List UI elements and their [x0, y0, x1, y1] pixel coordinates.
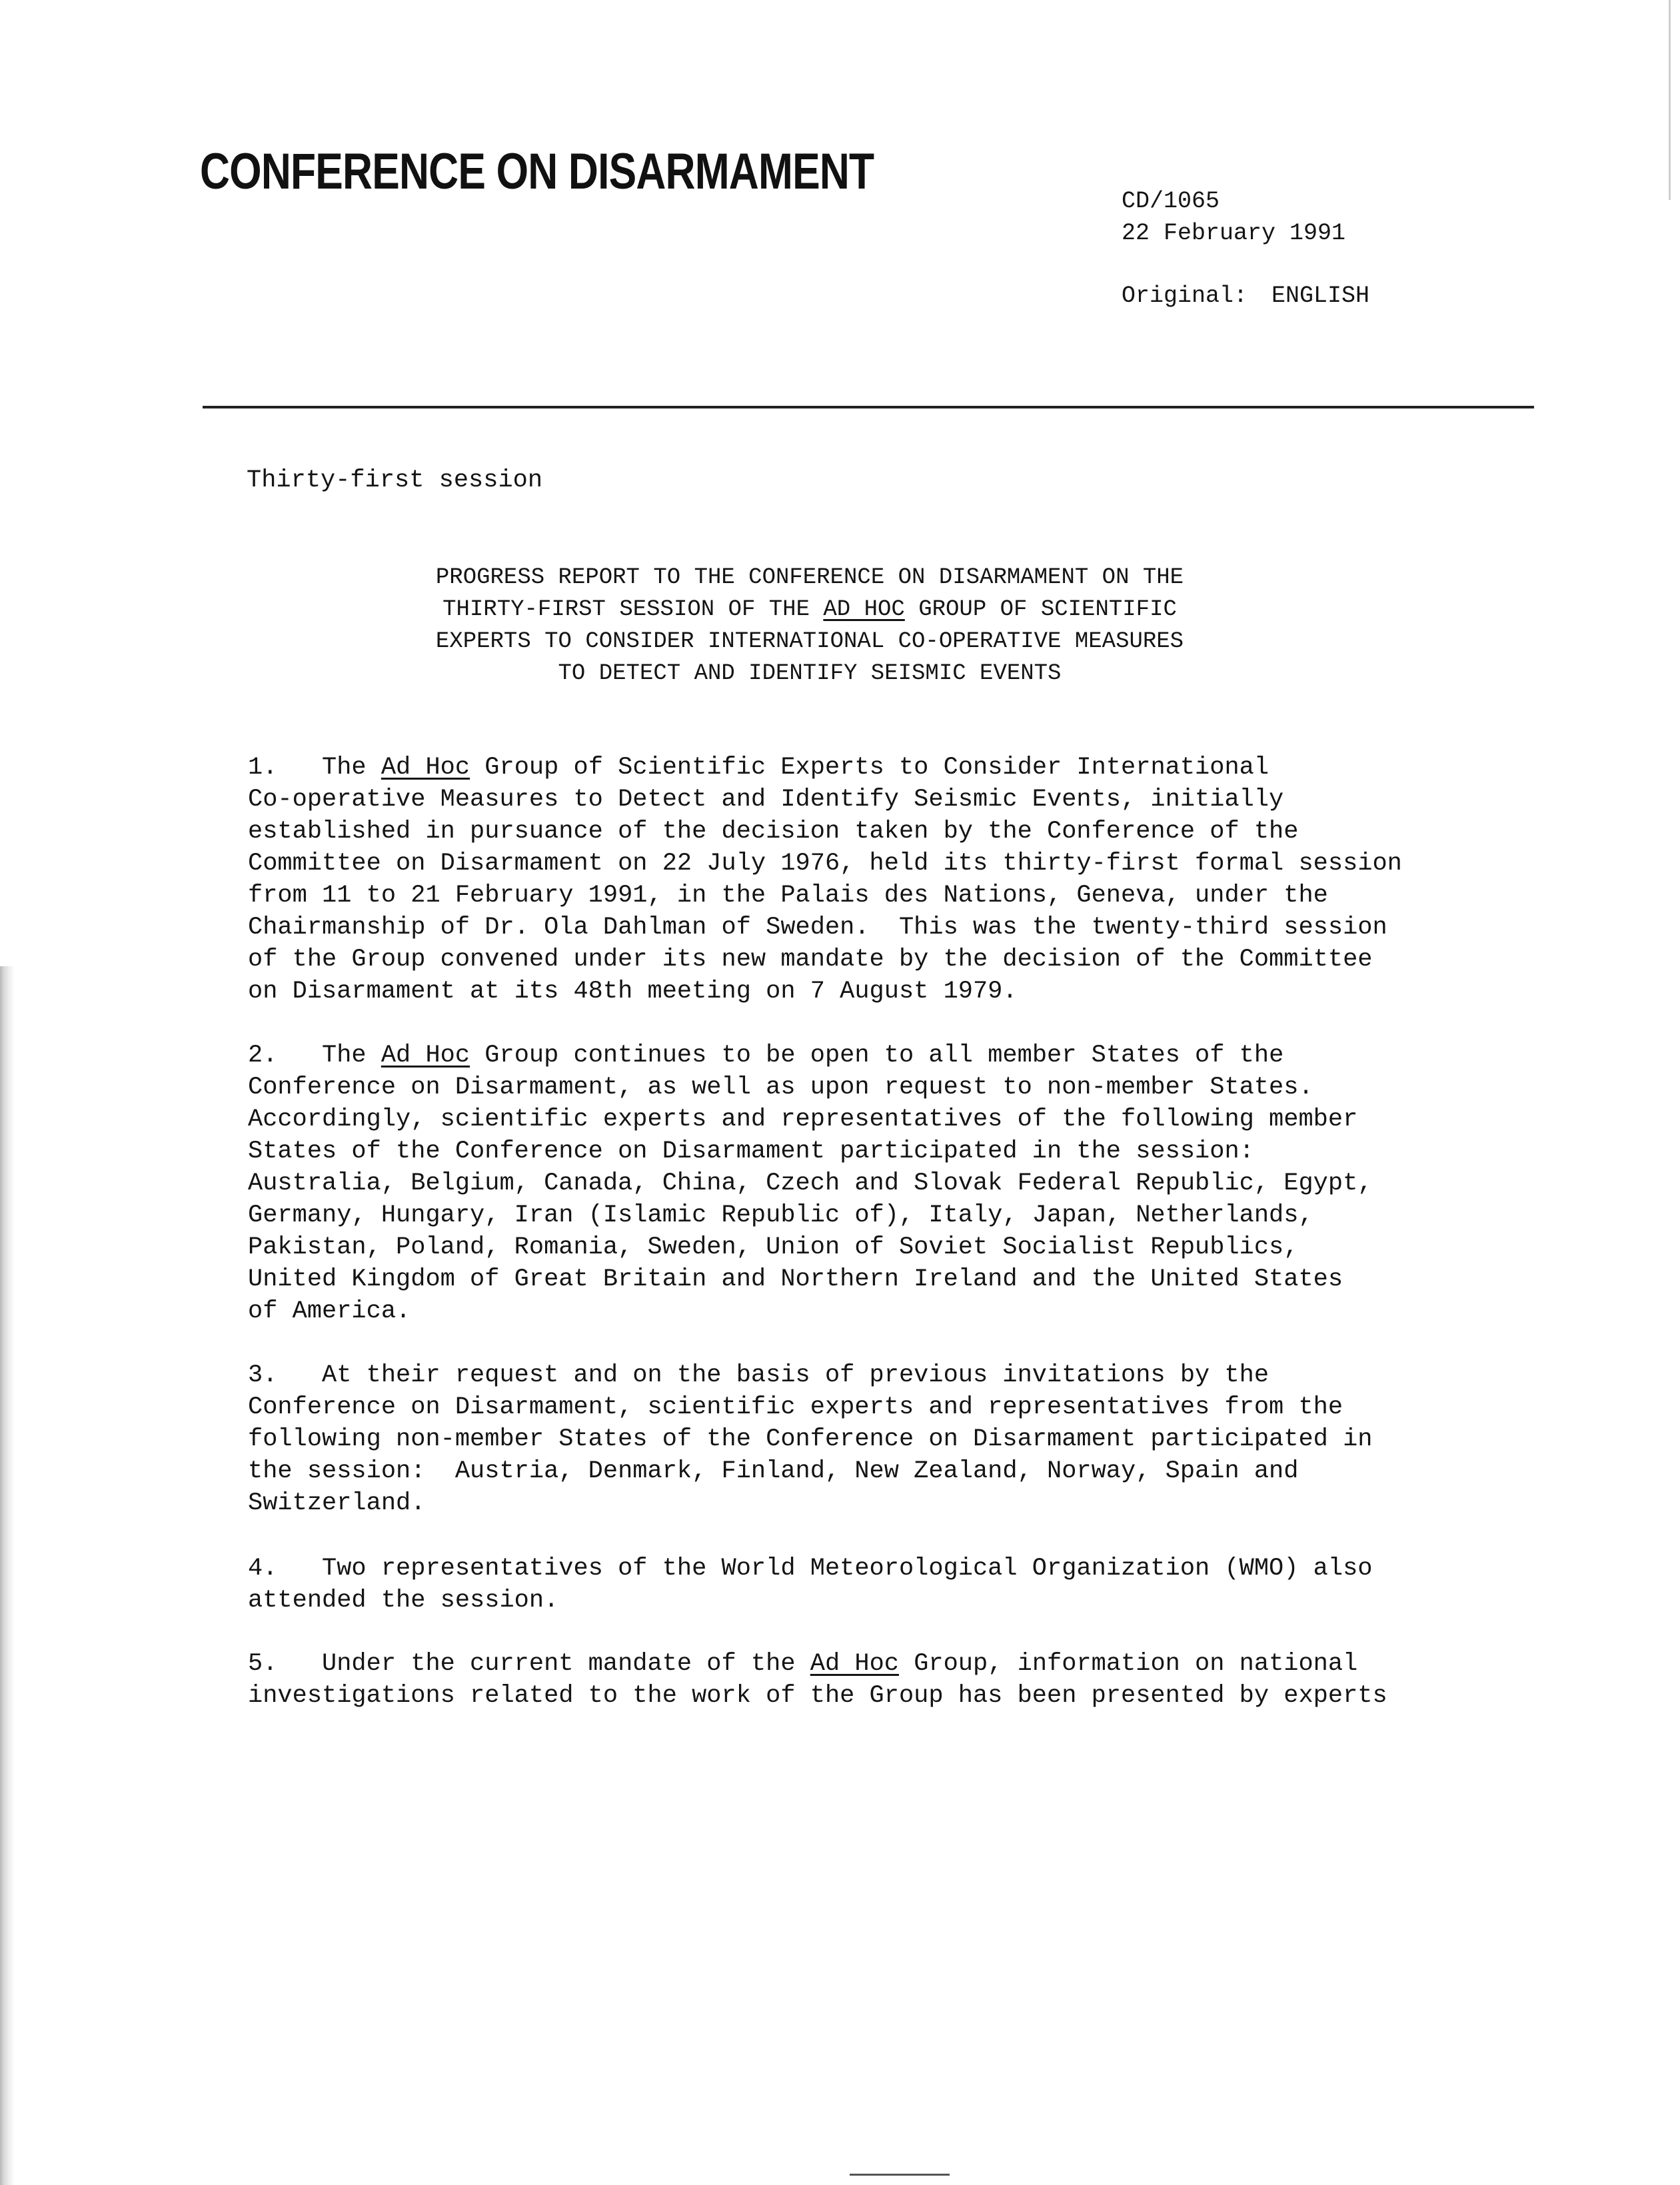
original-language: [1122, 280, 1369, 312]
paragraph-1-line-6: Chairmanship of Dr. Ola Dahlman of Sweden. This was the twenty-third session: [248, 914, 1387, 942]
paragraph-3-line-2: Conference on Disarmament, scientific experts and representatives from the: [248, 1393, 1343, 1421]
paragraph-2-line-5: Australia, Belgium, Canada, China, Czech and Slovak Federal Republic, Egypt,: [248, 1169, 1373, 1197]
paragraph-2-line-2: Conference on Disarmament, as well as upon request to non-member States.: [248, 1074, 1313, 1101]
original-language-value: ENGLISH: [1271, 283, 1370, 309]
document-date: 22 February 1991: [1122, 220, 1346, 247]
paragraph-4: [248, 1553, 1501, 1617]
paragraph-2: [248, 1040, 1501, 1327]
original-label: Original:: [1122, 283, 1248, 309]
footer-mark: [850, 2174, 950, 2176]
paragraph-2-line-6: Germany, Hungary, Iran (Islamic Republic of), Italy, Japan, Netherlands,: [248, 1201, 1313, 1229]
document-title: CONFERENCE ON DISARMAMENT: [200, 143, 874, 200]
paragraph-1-line-8: on Disarmament at its 48th meeting on 7 August 1979.: [248, 978, 1018, 1006]
paragraph-1-line-2: Co-operative Measures to Detect and Identify Seismic Events, initially: [248, 786, 1284, 814]
paragraph-1-line-3: established in pursuance of the decision taken by the Conference of the: [248, 818, 1299, 846]
heading-line-3: EXPERTS TO CONSIDER INTERNATIONAL CO-OPERATIVE MEASURES: [435, 629, 1184, 654]
paragraph-5: [248, 1648, 1501, 1712]
paragraph-1-line-7: of the Group convened under its new mandate by the decision of the Committee: [248, 946, 1373, 974]
paragraph-1-line-1: 1. The Ad Hoc Group of Scientific Experts to Consider International: [248, 754, 1269, 782]
paragraph-2-line-7: Pakistan, Poland, Romania, Sweden, Union of Soviet Socialist Republics,: [248, 1233, 1299, 1261]
paragraph-1-line-4: Committee on Disarmament on 22 July 1976, held its thirty-first formal session: [248, 850, 1402, 878]
paragraph-3-line-3: following non-member States of the Conference on Disarmament participated in: [248, 1425, 1373, 1453]
heading-line-4: TO DETECT AND IDENTIFY SEISMIC EVENTS: [558, 661, 1062, 686]
paragraph-1: [248, 752, 1501, 1008]
paragraph-2-line-9: of America.: [248, 1297, 411, 1325]
paragraph-3-line-5: Switzerland.: [248, 1489, 426, 1517]
paragraph-2-line-4: States of the Conference on Disarmament participated in the session:: [248, 1137, 1254, 1165]
session-label: Thirty-first session: [247, 466, 543, 494]
ad-hoc-underlined: AD HOC: [823, 597, 905, 622]
paragraph-4-line-2: attended the session.: [248, 1587, 559, 1615]
header-divider: [203, 406, 1534, 408]
ad-hoc-underlined: Ad Hoc: [810, 1650, 899, 1678]
paragraph-5-line-1: 5. Under the current mandate of the Ad Hoc Group, information on national: [248, 1650, 1358, 1678]
ad-hoc-underlined: Ad Hoc: [381, 754, 470, 782]
scan-edge-right: [1669, 0, 1671, 200]
paragraph-2-line-8: United Kingdom of Great Britain and Northern Ireland and the United States: [248, 1265, 1343, 1293]
paragraph-3-line-4: the session: Austria, Denmark, Finland, New Zealand, Norway, Spain and: [248, 1457, 1299, 1485]
document-symbol: CD/1065: [1122, 188, 1220, 215]
paragraph-1-line-5: from 11 to 21 February 1991, in the Palais des Nations, Geneva, under the: [248, 882, 1328, 910]
paragraph-5-line-2: investigations related to the work of the Group has been presented by experts: [248, 1682, 1387, 1710]
scan-edge-left: [0, 966, 15, 2185]
paragraph-3: [248, 1359, 1501, 1519]
paragraph-3-line-1: 3. At their request and on the basis of previous invitations by the: [248, 1361, 1269, 1389]
paragraph-2-line-3: Accordingly, scientific experts and representatives of the following member: [248, 1105, 1358, 1133]
heading-line-2: THIRTY-FIRST SESSION OF THE AD HOC GROUP OF SCIENTIFIC: [442, 597, 1177, 622]
paragraph-4-line-1: 4. Two representatives of the World Meteorological Organization (WMO) also: [248, 1555, 1373, 1583]
report-heading: [373, 562, 1246, 690]
heading-line-1: PROGRESS REPORT TO THE CONFERENCE ON DISARMAMENT ON THE: [435, 565, 1184, 590]
ad-hoc-underlined: Ad Hoc: [381, 1042, 470, 1070]
paragraph-2-line-1: 2. The Ad Hoc Group continues to be open to all member States of the: [248, 1042, 1284, 1070]
